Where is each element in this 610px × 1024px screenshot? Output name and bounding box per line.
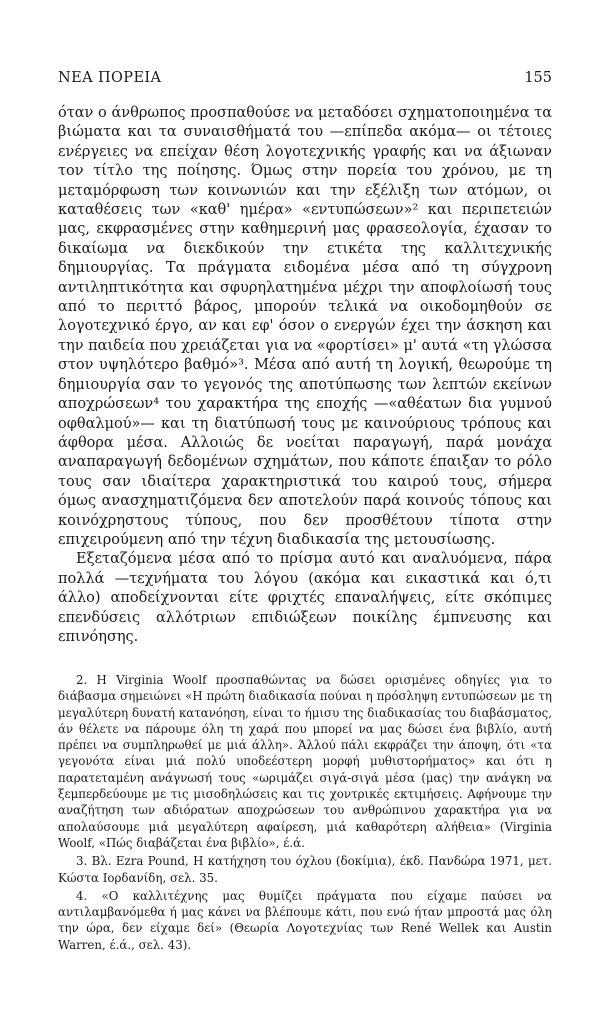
footnote-3: 3. Βλ. Ezra Pound, Η κατήχηση του όχλου (δοκίμια), έκδ. Πανδώρα 1971, μετ. Κώστα Ιορδανίδη, σελ. 35. <box>58 854 552 885</box>
footnote-4: 4. «Ο καλλιτέχνης μας θυμίζει πράγματα που είχαμε παύσει να αντιλαμβανόμεθα ή μας κάνει να βλέπουμε κάτι, που ενώ ήταν μπροστά μας όλη την ώρα, δεν είχαμε δεί» (Θεωρία Λογοτεχνίας των René Wellek και Austin Warren, έ.ά., σελ. 43). <box>58 888 552 952</box>
page-number: 155 <box>524 70 552 86</box>
main-text <box>58 104 552 647</box>
footnote-2: 2. Η Virginia Woolf προσπαθώντας να δώσει ορισμένες οδηγίες για το διάβασμα σημειώνει «Η πρώτη διαδικασία πούναι η πρόσληψη εντυπώσεων με τη μεγαλύτερη δυνατή κατανόηση, είναι το ήμισυ της διαδικασίας του διαβάσματος, άν θέλετε να πάρουμε όλη τη χαρά που μπορεί να μας δώσει ένα βιβλίο, αυτή πρέπει να συμπληρωθεί με μιά άλλη». Άλλού πάλι εκφράζει την άποψη, ότι «τα γεγονότα είναι μιά πολύ υποδεέστερη μορφή μυθιστορήματος» και ότι η παρατεταμένη ανάγνωσή τους «ωριμάζει σιγά-σιγά μέσα (μας) την ανάγκη να ξεμπερδεύουμε με τις μισοδηλώσεις και τις χοντρικές εκτιμήσεις. Αφήνουμε την αναζήτηση των αδιόρατων αποχρώσεων του ανθρώπινου χαρακτήρα για να απολαύσουμε μιά μεγαλύτερη αφαίρεση, μιά καθαρότερη αλήθεια» (Virginia Woolf, «Πώς διαβάζεται ένα βιβλίο», έ.ά. <box>58 673 552 850</box>
body-paragraph-1: όταν ο άνθρωπος προσπαθούσε να μεταδόσει σχηματοποιημένα τα βιώματα και τα συναισθήματά του —επίπεδα ακόμα— οι τέτοιες ενέργειες να επείχαν θέση λογοτεχνικής γραφής και να άξιωναν τον τίτλο της ποίησης. Όμως στην πορεία του χρόνου, με τη μεταμόρφωση των κοινωνιών και την εξέλιξη των ατόμων, οι καταθέσεις των «καθ' ημέρα» «εντυπώσεων»² και περιπετειών μας, εκφρασμένες στην καθημερινή μας φρασεολογία, έχασαν το δικαίωμα να διεκδικούν την ετικέτα της καλλιτεχνικής δημιουργίας. Τα πράγματα ειδομένα μέσα από τη σύγχρονη αντιληπτικότητα και σφυρηλατημένα μέχρι την αποφλοίωσή τους από το περιττό βάρος, μπορούν τελικά να οικοδομηθούν σε λογοτεχνικό έργο, αν και εφ' όσον ο ενεργών έχει την άσκηση και την παιδεία που χρειάζεται για να «φορτίσει» μ' αυτά «τη γλώσσα στον υψηλότερο βαθμό»³. Μέσα από αυτή τη λογική, θεωρούμε τη δημιουργία σαν το γεγονός της αποτύπωσης των λεπτών εκείνων αποχρώσεων⁴ του χαρακτήρα της εποχής —«αθέατων δια γυμνού οφθαλμού»— και τη διατύπωσή τους με καινούριους τρόπους και άφθορα μέσα. Αλλοιώς δε νοείται παραγωγή, παρά μονάχα αναπαραγωγή δεδομένων σχημάτων, που κάποτε έπαιξαν το ρόλο τους σαν ιδιαίτερα χαρακτηριστικά του καιρού τους, σήμερα όμως ανασχηματιζόμενα δεν αποτελούν παρά κοινούς τόπους και κοινόχρηστους τύπους, που δεν προσθέτουν τίποτα στην επιχειρούμενη από την τέχνη διαδικασία της μετουσίωσης. <box>58 105 552 548</box>
body-paragraph-2: Εξεταζόμενα μέσα από το πρίσμα αυτό και αναλυόμενα, πάρα πολλά —τεχνήματα του λόγου (ακόμα και εικαστικά και ό,τι άλλο) αποδείχνονται είτε φριχτές επαναλήψεις, είτε σκόπιμες επενδύσεις αλλότριων επιδιώξεων ποικίλης έμπνευσης και επινόησης. <box>58 551 552 645</box>
running-title: ΝΕΑ ΠΟΡΕΙΑ <box>58 70 162 86</box>
footnotes <box>58 672 552 953</box>
page-header <box>58 70 552 90</box>
